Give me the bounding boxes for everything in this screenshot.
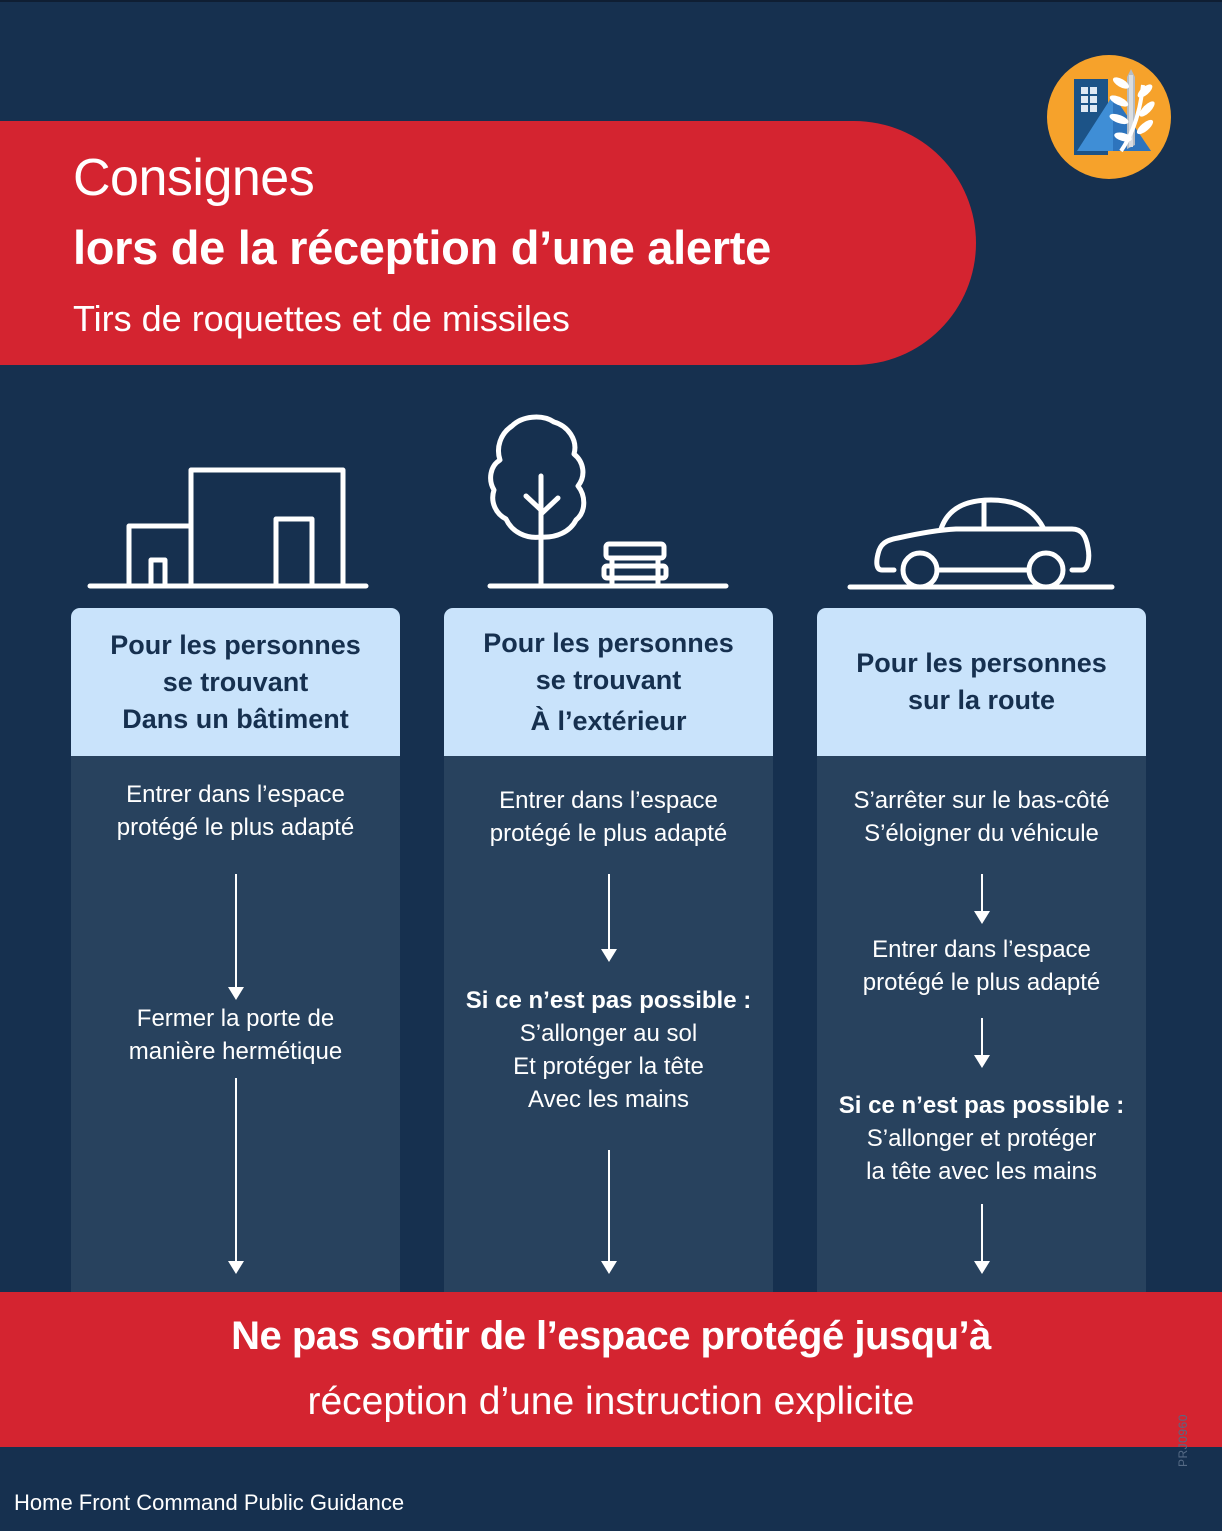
car-icon bbox=[846, 496, 1116, 597]
step-line: protégé le plus adapté bbox=[116, 814, 355, 841]
step-text bbox=[71, 778, 400, 844]
column-steps bbox=[444, 756, 773, 1292]
arrow-down-icon bbox=[601, 874, 617, 962]
column-building bbox=[71, 608, 400, 1292]
step-line: Entrer dans l’espace bbox=[499, 787, 718, 814]
arrow-down-icon bbox=[228, 1078, 244, 1274]
step-line: manière hermétique bbox=[128, 1038, 343, 1065]
step-line: Entrer dans l’espace bbox=[872, 936, 1091, 963]
step-text bbox=[71, 1002, 400, 1068]
page-title-light: Consignes bbox=[73, 149, 315, 207]
page-subtitle: Tirs de roquettes et de missiles bbox=[73, 298, 570, 339]
step-text bbox=[817, 784, 1146, 850]
step-text bbox=[817, 1089, 1146, 1188]
step-text bbox=[444, 984, 773, 1116]
heading-line: Dans un bâtiment bbox=[122, 703, 349, 734]
heading-line: se trouvant bbox=[535, 664, 682, 695]
final-instruction-light: réception d’une instruction explicite bbox=[307, 1380, 915, 1423]
column-heading bbox=[444, 608, 773, 756]
step-line: S’allonger et protéger bbox=[866, 1125, 1097, 1152]
heading-line: Pour les personnes bbox=[483, 627, 734, 658]
step-line: Avec les mains bbox=[528, 1086, 689, 1113]
heading-line: se trouvant bbox=[162, 666, 309, 697]
step-line: S’allonger au sol bbox=[519, 1020, 698, 1047]
building-icon bbox=[86, 464, 370, 597]
step-text bbox=[817, 933, 1146, 999]
column-road bbox=[817, 608, 1146, 1292]
arrow-down-icon bbox=[974, 1018, 990, 1068]
credit-text: Home Front Command Public Guidance bbox=[14, 1490, 405, 1515]
step-line: S’éloigner du véhicule bbox=[864, 820, 1099, 847]
arrow-down-icon bbox=[228, 874, 244, 1000]
final-instruction-bold: Ne pas sortir de l’espace protégé jusqu’à bbox=[231, 1314, 991, 1358]
column-outdoors bbox=[444, 608, 773, 1292]
step-line: Et protéger la tête bbox=[513, 1053, 704, 1080]
step-text bbox=[444, 784, 773, 850]
heading-line: Pour les personnes bbox=[856, 648, 1107, 678]
column-steps bbox=[71, 756, 400, 1292]
home-front-command-emblem-icon bbox=[1047, 55, 1171, 179]
page-title-bold: lors de la réception d’une alerte bbox=[73, 221, 771, 274]
step-condition: Si ce n’est pas possible : bbox=[465, 987, 752, 1014]
column-heading bbox=[817, 608, 1146, 756]
final-instruction-banner bbox=[0, 1292, 1222, 1447]
step-line: Fermer la porte de bbox=[136, 1005, 335, 1032]
reference-code: PRJ0960 bbox=[1176, 1414, 1190, 1467]
step-line: la tête avec les mains bbox=[866, 1158, 1097, 1185]
step-line: S’arrêter sur le bas-côté bbox=[853, 787, 1110, 814]
column-heading bbox=[71, 608, 400, 756]
step-condition: Si ce n’est pas possible : bbox=[838, 1092, 1125, 1119]
step-line: protégé le plus adapté bbox=[862, 969, 1101, 996]
step-line: Entrer dans l’espace bbox=[126, 781, 345, 808]
arrow-down-icon bbox=[974, 874, 990, 924]
tree-bench-icon bbox=[486, 414, 732, 597]
heading-line: À l’extérieur bbox=[530, 705, 687, 736]
heading-line: Pour les personnes bbox=[110, 629, 361, 660]
arrow-down-icon bbox=[601, 1150, 617, 1274]
step-line: protégé le plus adapté bbox=[489, 820, 728, 847]
column-steps bbox=[817, 756, 1146, 1292]
arrow-down-icon bbox=[974, 1204, 990, 1274]
heading-line: sur la route bbox=[907, 685, 1056, 715]
